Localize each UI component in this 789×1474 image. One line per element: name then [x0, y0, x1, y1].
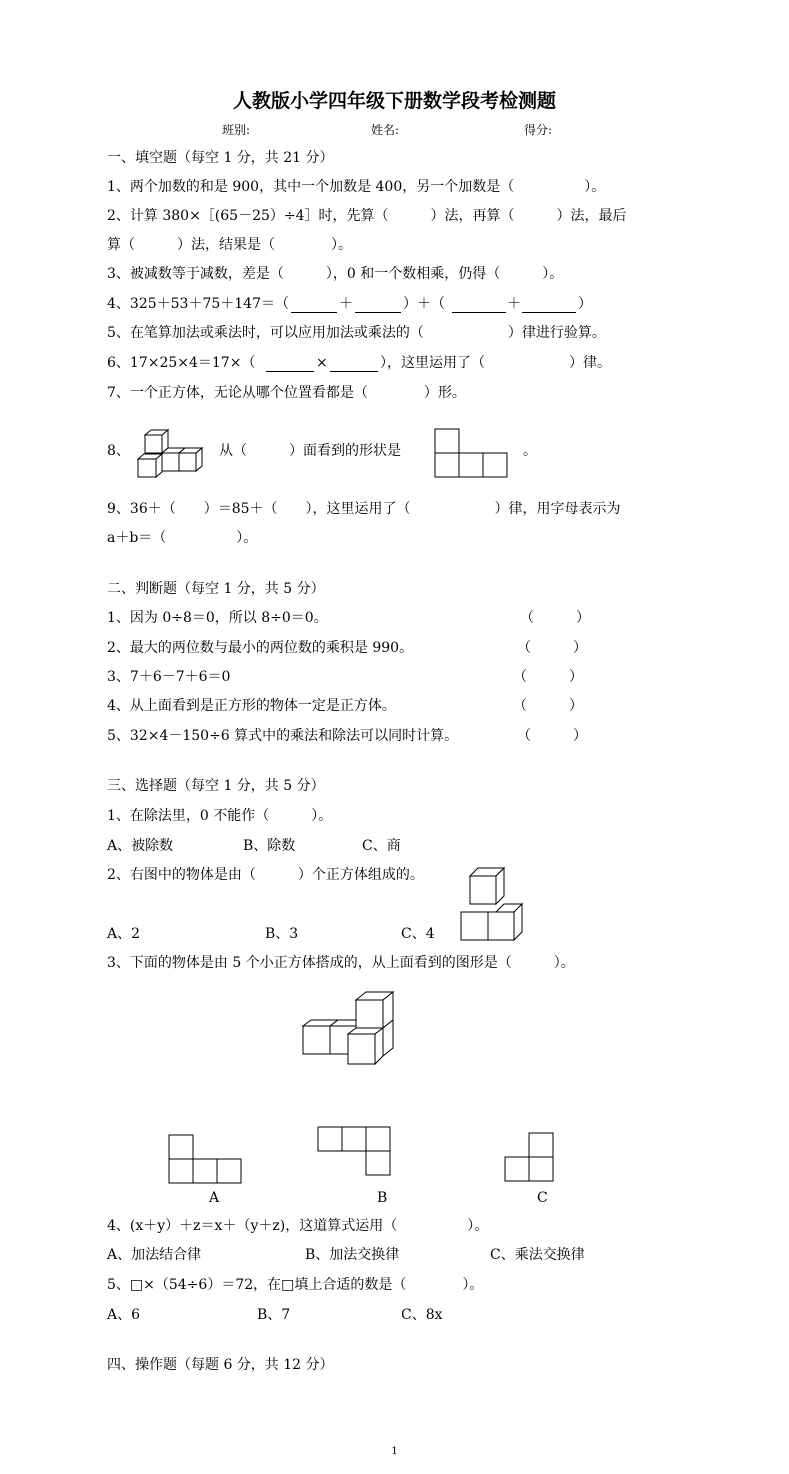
s1-q4-end: ） [578, 296, 592, 312]
cube-stack-figure [136, 428, 216, 480]
option-b-figure [317, 1126, 393, 1178]
five-cube-figure [298, 990, 398, 1068]
score-label: 得分: [524, 123, 553, 137]
section2-heading: 二、判断题（每空 1 分，共 5 分） [107, 581, 325, 597]
s3-q2-option-b: B、3 [265, 926, 299, 942]
judge-bracket: （ ） [513, 669, 583, 685]
answer-blank [452, 312, 506, 313]
s1-q5: 5、在笔算加法或乘法时，可以应用加法或乘法的（ ）律进行验算。 [107, 325, 606, 341]
judge-item: 5、32×4－150÷6 算式中的乘法和除法可以同时计算。 [107, 728, 459, 744]
s1-q9-line1: 9、36＋（ ）＝85＋（ ），这里运用了（ ）律，用字母表示为 [107, 501, 621, 517]
s3-q2-option-c: C、4 [401, 926, 435, 942]
section1-heading: 一、填空题（每空 1 分，共 21 分） [107, 150, 334, 166]
s1-q4-mid: ）＋（ [403, 296, 445, 312]
page-number: 1 [391, 1446, 398, 1457]
s1-q4-op1: ＋ [339, 296, 353, 312]
figure-label-c: C [537, 1190, 548, 1206]
s1-q2-line2: 算（ ）法，结果是（ ）。 [107, 237, 352, 253]
s1-q8-text: 从（ ）面看到的形状是 [219, 443, 401, 459]
cube [461, 912, 488, 940]
s3-q1-option-a: A、被除数 [107, 838, 174, 854]
s3-q4-option-b: B、加法交换律 [305, 1247, 400, 1263]
s3-q5-option-c: C、8x [401, 1307, 443, 1323]
answer-blank [355, 312, 401, 313]
s1-q6-suffix: ），这里运用了（ ）律。 [380, 355, 611, 371]
cube [470, 868, 504, 904]
judge-item: 1、因为 0÷8＝0，所以 8÷0＝0。 [107, 610, 328, 626]
s1-q7: 7、一个正方体，无论从哪个位置看都是（ ）形。 [107, 385, 466, 401]
s1-q2-line1: 2、计算 380×［(65－25）÷4］时，先算（ ）法，再算（ ）法，最后 [107, 208, 627, 224]
cube [138, 454, 162, 477]
judge-bracket: （ ） [517, 640, 587, 656]
section3-heading: 三、选择题（每空 1 分，共 5 分） [107, 778, 325, 794]
s3-q5-option-a: A、6 [107, 1307, 141, 1323]
s1-q3: 3、被减数等于减数，差是（ ），0 和一个数相乘，仍得（ ）。 [107, 266, 564, 282]
judge-bracket: （ ） [520, 610, 590, 626]
s3-q3: 3、下面的物体是由 5 个小正方体搭成的，从上面看到的图形是（ ）。 [107, 955, 575, 971]
s1-q4-op2: ＋ [507, 296, 521, 312]
s3-q1: 1、在除法里，0 不能作（ ）。 [107, 808, 333, 824]
judge-item: 3、7＋6－7＋6＝0 [107, 669, 231, 685]
answer-blank [291, 312, 337, 313]
judge-bracket: （ ） [513, 698, 583, 714]
judge-item: 4、从上面看到是正方形的物体一定是正方体。 [107, 698, 396, 714]
s1-q4-prefix: 4、325＋53＋75＋147＝（ [107, 296, 289, 312]
section4-heading: 四、操作题（每题 6 分，共 12 分） [107, 1357, 334, 1373]
cube [179, 448, 202, 471]
s3-q4-option-c: C、乘法交换律 [490, 1247, 585, 1263]
s1-q6-op: × [316, 355, 328, 371]
three-cube-figure [458, 866, 528, 942]
s3-q4: 4、(x＋y）＋z＝x＋（y＋z)，这道算式运用（ ）。 [107, 1218, 489, 1234]
name-label: 姓名: [371, 123, 400, 137]
cube [356, 992, 393, 1028]
cube [488, 912, 514, 940]
s3-q4-option-a: A、加法结合律 [107, 1247, 202, 1263]
s3-q1-option-c: C、商 [362, 838, 401, 854]
s1-q8-number: 8、 [107, 443, 130, 459]
s3-q5-option-b: B、7 [257, 1307, 291, 1323]
cube [348, 1028, 383, 1064]
page-title: 人教版小学四年级下册数学段考检测题 [232, 90, 556, 112]
judge-bracket: （ ） [517, 728, 587, 744]
s3-q2-option-a: A、2 [107, 926, 141, 942]
s1-q1: 1、两个加数的和是 900，其中一个加数是 400，另一个加数是（ ）。 [107, 179, 606, 195]
option-c-figure [504, 1132, 558, 1186]
option-a-figure [168, 1134, 244, 1186]
answer-blank [330, 371, 378, 372]
answer-blank [266, 371, 314, 372]
s1-q8-end: 。 [523, 443, 537, 459]
s1-q6-prefix: 6、17×25×4＝17×（ [107, 355, 256, 371]
figure-label-a: A [209, 1190, 220, 1206]
cube [145, 430, 168, 453]
class-label: 班别: [222, 123, 251, 137]
answer-blank [522, 312, 576, 313]
s3-q1-option-b: B、除数 [243, 838, 296, 854]
figure-label-b: B [377, 1190, 388, 1206]
view-shape-figure [434, 428, 510, 478]
judge-item: 2、最大的两位数与最小的两位数的乘积是 990。 [107, 640, 414, 656]
s3-q2: 2、右图中的物体是由（ ）个正方体组成的。 [107, 867, 424, 883]
s3-q5: 5、□×（54÷6）＝72，在□填上合适的数是（ ）。 [107, 1277, 484, 1293]
s1-q9-line2: a＋b＝（ ）。 [107, 530, 258, 546]
